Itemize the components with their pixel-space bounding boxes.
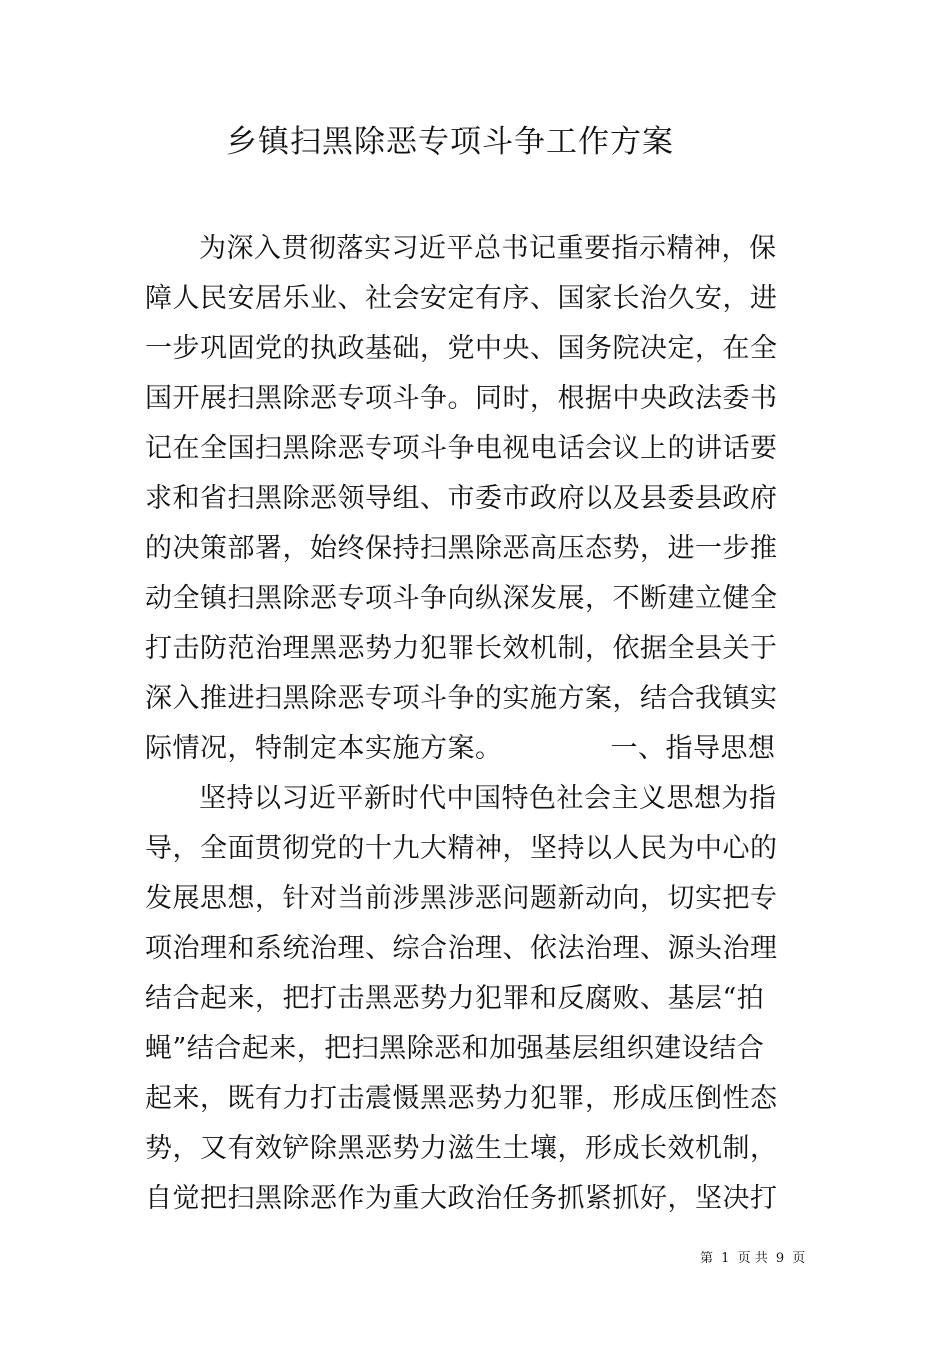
paragraph-line: 记在全国扫黑除恶专项斗争电视电话会议上的讲话要 — [145, 433, 778, 464]
paragraph-last-text: 际情况，特制定本实施方案。 — [145, 733, 503, 764]
paragraph-line: 发展思想，针对当前涉黑涉恶问题新动向，切实把专 — [145, 883, 778, 914]
paragraph-line: 一步巩固党的执政基础，党中央、国务院决定，在全 — [145, 333, 778, 364]
paragraph-line: 起来，既有力打击震慑黑恶势力犯罪，形成压倒性态 — [145, 1083, 778, 1114]
paragraph-line: 项治理和系统治理、综合治理、依法治理、源头治理 — [145, 933, 778, 964]
paragraph-line: 国开展扫黑除恶专项斗争。同时，根据中央政法委书 — [145, 383, 778, 414]
paragraph-line: 深入推进扫黑除恶专项斗争的实施方案，结合我镇实 — [145, 683, 778, 714]
paragraph-line: 为深入贯彻落实习近平总书记重要指示精神，保 — [199, 233, 777, 264]
document-body — [145, 224, 778, 1224]
paragraph-line: 动全镇扫黑除恶专项斗争向纵深发展，不断建立健全 — [145, 583, 778, 614]
section-heading: 一、指导思想 — [610, 733, 776, 764]
footer-total-pages: 9 — [775, 1251, 785, 1266]
paragraph-line: 蝇”结合起来，把扫黑除恶和加强基层组织建设结合 — [145, 1033, 765, 1064]
document-title: 乡镇扫黑除恶专项斗争工作方案 — [226, 124, 674, 160]
footer-suffix: 页 — [792, 1251, 806, 1266]
paragraph-line: 打击防范治理黑恶势力犯罪长效机制，依据全县关于 — [145, 633, 778, 664]
paragraph-line: 导，全面贯彻党的十九大精神，坚持以人民为中心的 — [145, 833, 778, 864]
paragraph-line: 的决策部署，始终保持扫黑除恶高压态势，进一步推 — [145, 533, 778, 564]
footer-prefix: 第 — [700, 1251, 714, 1266]
paragraph-line: 坚持以习近平新时代中国特色社会主义思想为指 — [199, 783, 777, 814]
footer-current-page: 1 — [721, 1251, 730, 1266]
paragraph-line: 自觉把扫黑除恶作为重大政治任务抓紧抓好，坚决打 — [145, 1183, 778, 1214]
paragraph-line: 障人民安居乐业、社会安定有序、国家长治久安，进 — [145, 283, 778, 314]
paragraph-line: 结合起来，把打击黑恶势力犯罪和反腐败、基层“拍 — [145, 983, 765, 1014]
paragraph-line: 势，又有效铲除黑恶势力滋生土壤，形成长效机制， — [145, 1133, 778, 1164]
paragraph-line-with-heading — [145, 724, 776, 774]
paragraph-line: 求和省扫黑除恶领导组、市委市政府以及县委县政府 — [145, 483, 778, 514]
page-number-footer — [700, 1250, 805, 1268]
footer-middle: 页 共 — [737, 1251, 768, 1266]
